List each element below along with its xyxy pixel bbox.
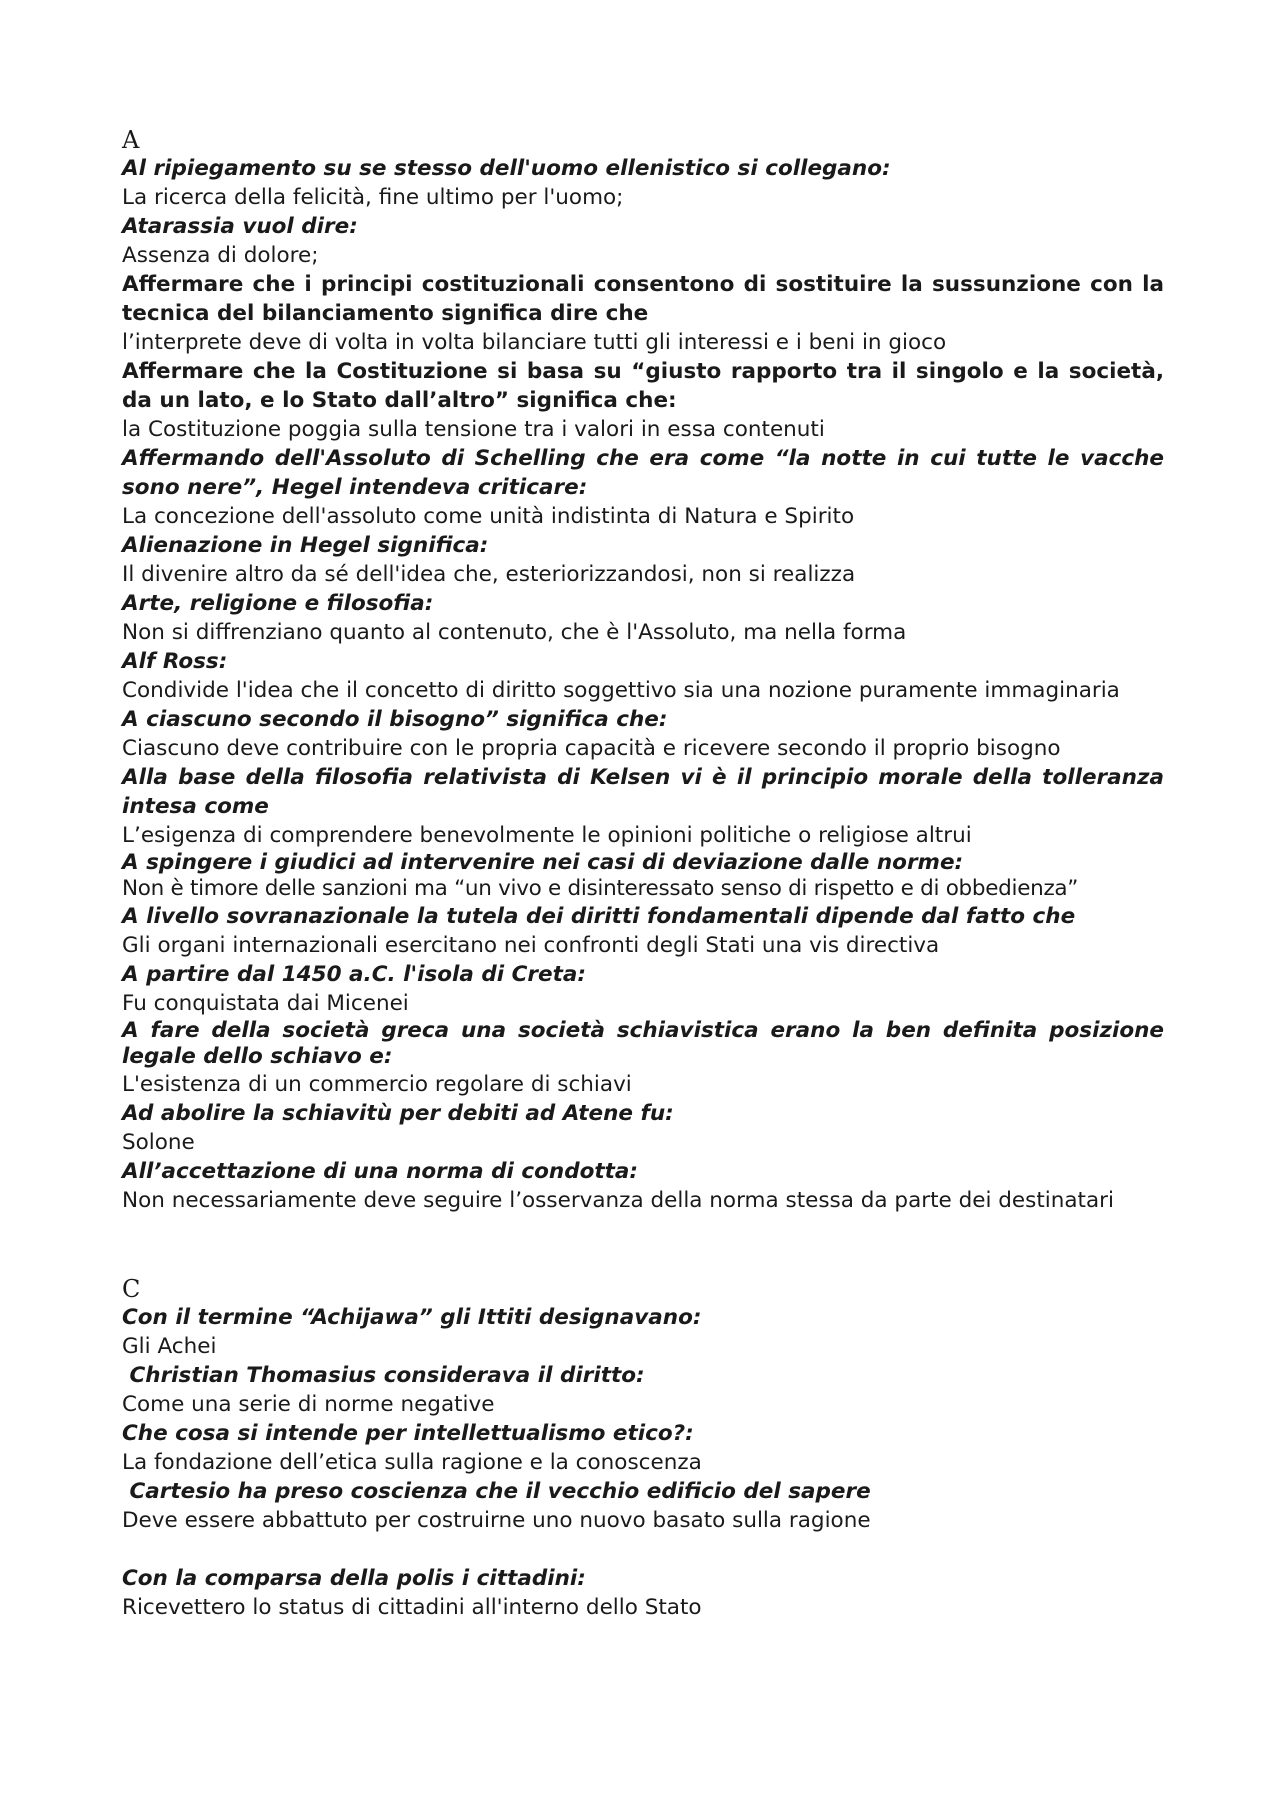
- question: All’accettazione di una norma di condotta:: [122, 1159, 639, 1184]
- question: Cartesio ha preso coscienza che il vecchio edificio del sapere: [122, 1479, 871, 1504]
- question: Che cosa si intende per intellettualismo etico?:: [122, 1421, 694, 1446]
- question: Affermare che i principi costituzionali consentono di sostituire la sussunzione con la tecnica del bilanciamento significa dire che: [122, 272, 1164, 326]
- answer: L'esistenza di un commercio regolare di schiavi: [122, 1072, 632, 1097]
- question: Alla base della filosofia relativista di Kelsen vi è il principio morale della tolleranza intesa come: [122, 765, 1164, 819]
- question: Christian Thomasius considerava il diritto:: [122, 1363, 645, 1388]
- answer: Il divenire altro da sé dell'idea che, esteriorizzandosi, non si realizza: [122, 562, 856, 587]
- question: A partire dal 1450 a.C. l'isola di Creta:: [122, 962, 586, 987]
- question: A spingere i giudici ad intervenire nei casi di deviazione dalle norme:: [122, 850, 964, 875]
- question: Al ripiegamento su se stesso dell'uomo ellenistico si collegano:: [122, 156, 891, 181]
- section-letter-c: C: [122, 1275, 141, 1303]
- question: Con la comparsa della polis i cittadini:: [122, 1566, 586, 1591]
- question: Arte, religione e filosofia:: [122, 591, 434, 616]
- answer: Non si diffrenziano quanto al contenuto, che è l'Assoluto, ma nella forma: [122, 620, 907, 645]
- question: Alf Ross:: [122, 649, 228, 674]
- answer: Ciascuno deve contribuire con le propria capacità e ricevere secondo il proprio bisogno: [122, 736, 1061, 761]
- answer: La ricerca della felicità, fine ultimo per l'uomo;: [122, 185, 624, 210]
- answer: Condivide l'idea che il concetto di diritto soggettivo sia una nozione puramente immaginaria: [122, 678, 1120, 703]
- answer: Deve essere abbattuto per costruirne uno nuovo basato sulla ragione: [122, 1508, 871, 1533]
- answer: Non necessariamente deve seguire l’osservanza della norma stessa da parte dei destinatari: [122, 1188, 1114, 1213]
- answer: La fondazione dell’etica sulla ragione e la conoscenza: [122, 1450, 702, 1475]
- answer: Fu conquistata dai Micenei: [122, 991, 409, 1016]
- answer: l’interprete deve di volta in volta bilanciare tutti gli interessi e i beni in gioco: [122, 330, 947, 355]
- section-spacer: [122, 1215, 1164, 1275]
- answer: Gli Achei: [122, 1334, 217, 1359]
- question: Alienazione in Hegel significa:: [122, 533, 489, 558]
- section-letter-a: A: [122, 126, 140, 154]
- answer: la Costituzione poggia sulla tensione tra i valori in essa contenuti: [122, 417, 825, 442]
- paragraph-spacer: [122, 1535, 1164, 1564]
- answer: Come una serie di norme negative: [122, 1392, 495, 1417]
- answer: Assenza di dolore;: [122, 243, 319, 268]
- answer: Gli organi internazionali esercitano nei confronti degli Stati una vis directiva: [122, 933, 940, 958]
- question: A livello sovranazionale la tutela dei diritti fondamentali dipende dal fatto che: [122, 904, 1076, 929]
- answer: L’esigenza di comprendere benevolmente le opinioni politiche o religiose altrui: [122, 823, 972, 848]
- question: Affermando dell'Assoluto di Schelling che era come “la notte in cui tutte le vacche sono nere”, Hegel intendeva criticare:: [122, 446, 1164, 500]
- question: Atarassia vuol dire:: [122, 214, 358, 239]
- question: Affermare che la Costituzione si basa su “giusto rapporto tra il singolo e la società, da un lato, e lo Stato dall’altro” significa che:: [122, 359, 1164, 413]
- answer: Solone: [122, 1130, 195, 1155]
- question: A fare della società greca una società schiavistica erano la ben definita posizione legale dello schiavo e:: [122, 1018, 1164, 1069]
- answer: Ricevettero lo status di cittadini all'interno dello Stato: [122, 1595, 702, 1620]
- question: Ad abolire la schiavitù per debiti ad Atene fu:: [122, 1101, 674, 1126]
- question: Con il termine “Achijawa” gli Ittiti designavano:: [122, 1305, 702, 1330]
- document-page: [122, 126, 1164, 1622]
- answer: Non è timore delle sanzioni ma “un vivo e disinteressato senso di rispetto e di obbedienza”: [122, 876, 1079, 901]
- answer: La concezione dell'assoluto come unità indistinta di Natura e Spirito: [122, 504, 855, 529]
- question: A ciascuno secondo il bisogno” significa che:: [122, 707, 668, 732]
